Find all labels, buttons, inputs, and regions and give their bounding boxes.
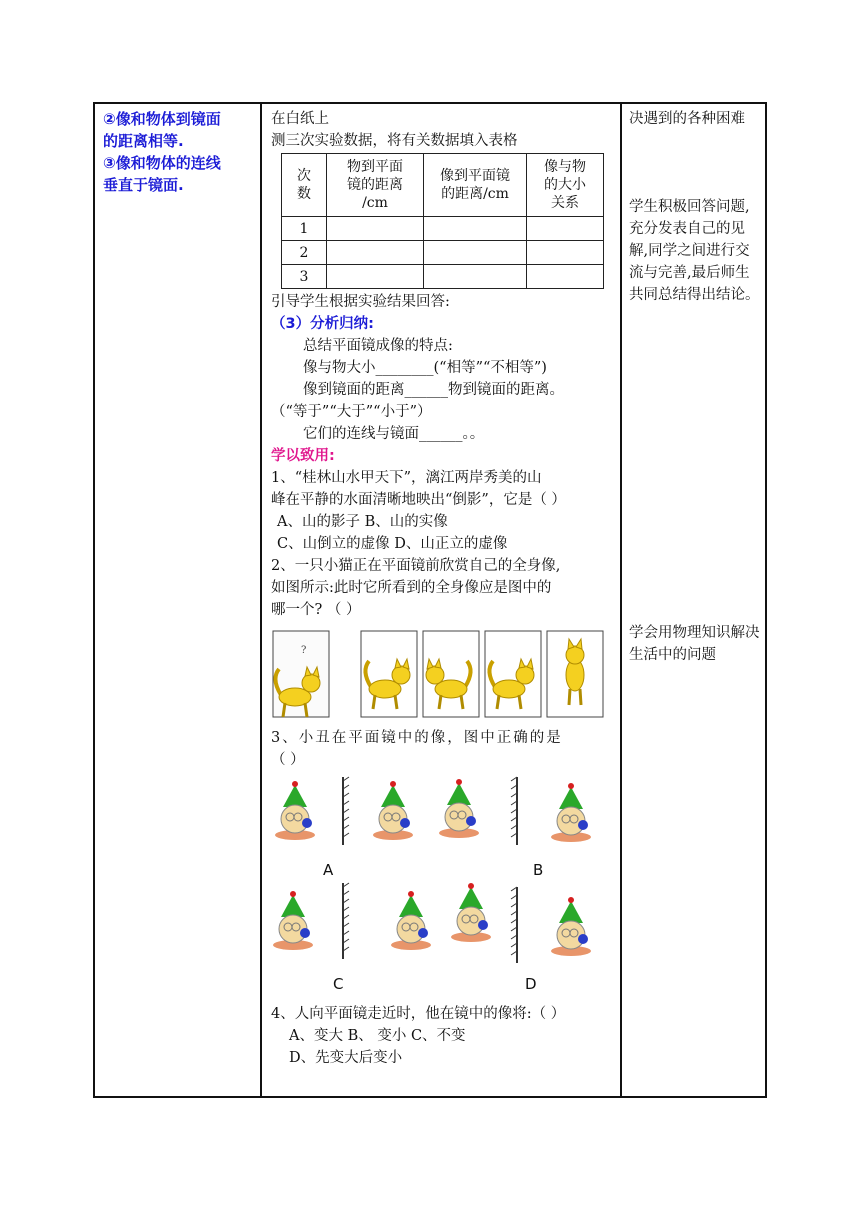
conclusion-column — [103, 108, 253, 196]
question-line: 1、“桂林山水甲天下”，漓江两岸秀美的山 — [271, 470, 542, 486]
table-cell: 1 — [282, 217, 327, 241]
section-heading: （3）分析归纳: — [271, 316, 374, 332]
text-line: 总结平面镜成像的特点: — [303, 338, 453, 354]
question-option: C、山倒立的虚像 D、山正立的虚像 — [277, 536, 508, 552]
student-note: 决遇到的各种困难 — [629, 111, 745, 127]
table-header: 次 数 — [282, 154, 327, 217]
clown-figure — [271, 775, 623, 1003]
table-header-row — [282, 154, 604, 217]
table-row — [282, 241, 604, 265]
question-line: 哪一个? （ ） — [271, 602, 361, 618]
fill-blank-line: 像与物大小________(“相等”“不相等”) — [303, 360, 547, 376]
text-line: （“等于”“大于”“小于”） — [271, 404, 432, 420]
conclusion-line: ③像和物体的连线 — [103, 154, 221, 172]
svg-text:?: ? — [301, 645, 307, 656]
table-header: 物到平面 镜的距离 /cm — [327, 154, 424, 217]
data-table — [281, 153, 604, 289]
conclusion-line: ②像和物体到镜面 — [103, 110, 221, 128]
question-line: 峰在平静的水面清晰地映出“倒影”，它是（ ） — [271, 492, 566, 508]
table-row — [282, 265, 604, 289]
figure-label-b: B — [533, 861, 544, 879]
question-line: （ ） — [271, 752, 305, 768]
question-option: A、山的影子 B、山的实像 — [277, 514, 448, 530]
table-cell: 3 — [282, 265, 327, 289]
figure-label-d: D — [525, 975, 537, 993]
table-header: 像到平面镜 的距离/cm — [424, 154, 527, 217]
text-line: 引导学生根据实验结果回答: — [271, 294, 450, 310]
student-note: 学会用物理知识解决生活中的问题 — [629, 625, 760, 663]
fill-blank-line: 它们的连线与镜面______。。 — [303, 426, 485, 442]
student-note: 学生积极回答问题,充分发表自己的见解,同学之间进行交流与完善,最后师生共同总结得出结论。 — [629, 199, 760, 303]
question-line: 3、小丑在平面镜中的像，图中正确的是 — [271, 730, 563, 746]
question-line: 4、人向平面镜走近时，他在镜中的像将:（ ） — [271, 1006, 566, 1022]
question-line: 如图所示:此时它所看到的全身像应是图中的 — [271, 580, 552, 596]
table-header: 像与物 的大小 关系 — [527, 154, 604, 217]
question-option: D、先变大后变小 — [289, 1050, 403, 1066]
text-line: 测三次实验数据，将有关数据填入表格 — [271, 133, 518, 149]
cat-figure — [271, 627, 623, 727]
section-heading: 学以致用: — [271, 448, 335, 464]
lesson-table — [93, 102, 767, 1098]
column-divider — [260, 104, 262, 1096]
cat-mirror-illustration — [271, 627, 616, 723]
conclusion-line: 的距离相等. — [103, 132, 184, 150]
table-cell: 2 — [282, 241, 327, 265]
activity-column — [271, 108, 623, 1069]
student-activity-column — [629, 108, 763, 666]
fill-blank-line: 像到镜面的距离______物到镜面的距离。 — [303, 382, 564, 398]
conclusion-line: 垂直于镜面. — [103, 176, 184, 194]
question-option: A、变大 B、 变小 C、不变 — [289, 1028, 466, 1044]
text-line: 在白纸上 — [271, 111, 329, 127]
table-row — [282, 217, 604, 241]
figure-label-c: C — [333, 975, 344, 993]
figure-label-a: A — [323, 861, 334, 879]
question-line: 2、一只小猫正在平面镜前欣赏自己的全身像, — [271, 558, 561, 574]
